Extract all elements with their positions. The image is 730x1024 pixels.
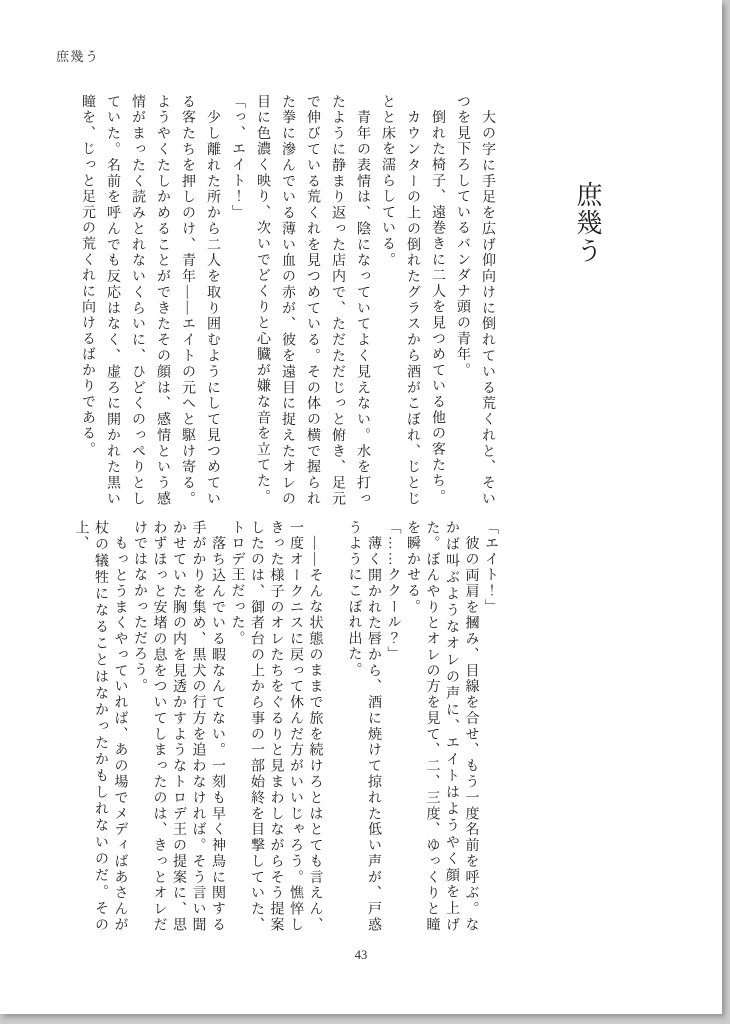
paragraph: 少し離れた所から二人を取り囲むようにして見つめている客たちを押しのけ、青年――エイトの元へと駆け寄る。ようやくたしかめることができたその顔は、感情という感情がまったく読みとれないくらいに、ひどくのっぺりとしていた。名前を呼んでも反応はなく、虚ろに開かれた黒い瞳を、じっと足元の荒くれに向けるばかりである。 (80, 94, 220, 507)
paragraph: 彼の両肩を摑み、目線を合せ、もう一度名前を呼ぶ。なかば叫ぶようなオレの声に、エイトはようやく顔を上げた。ぼんやりとオレの方を見て、二、三度、ゆっくりと瞳を瞬かせる。 (405, 520, 479, 933)
page-number: 43 (354, 948, 368, 962)
paragraph (325, 520, 345, 933)
text-block-upper (75, 94, 500, 507)
paragraph: 「……ククール？」 (385, 520, 401, 663)
paragraph: 青年の表情は、陰になっていてよく見えない。水を打ったように静まり返った店内で、ただただじっと俯き、足元で伸びている荒くれを見つめている。その体の横で握られた拳に滲んでいる薄い血の赤が、彼を遠目に捉えたオレの目に色濃く映り、次いでどくりと心臓が嫌な音を立てた。 (255, 94, 370, 507)
paragraph: 倒れた椅子、遠巻きに二人を見つめている他の客たち。 (430, 94, 445, 505)
paragraph: 薄く開かれた唇から、酒に焼けて掠れた低い声が、戸惑うようにこぼれ出た。 (346, 520, 381, 933)
paragraph: ――そんな状態のままで旅を続けろとはとても言えん、一度オークニスに戻って休んだ方がいいじゃろう。憔悴しきった様子のオレたちをぐるりと見まわしながらそう提案したのは、御者台の上から事の一部始終を目撃していた、トロデ王だった。 (229, 520, 323, 933)
paragraph: 「エイト！」 (483, 520, 498, 615)
text-block-lower (71, 520, 500, 933)
running-header: 庶幾う (56, 49, 100, 64)
paragraph: カウンターの上の倒れたグラスから酒がこぼれ、じとじとと床を濡らしている。 (380, 94, 420, 507)
paragraph: 落ち込んでいる暇なんてない。一刻も早く神鳥に関する手がかりを集め、黒犬の行方を追わなければ。そう言い聞かせていた胸の内を見透かすようなトロデ王の提案に、思わずほっと安堵の息をついてしまったのは、きっとオレだけではなかっただろう。 (132, 520, 225, 933)
paragraph: もっとうまくやっていれば、あの場でメディばあさんが杖の犠牲になることはなかったかもしれないのだ。その上、 (73, 520, 128, 933)
paragraph: 大の字に手足を広げ仰向けに倒れている荒くれと、そいつを見下ろしているバンダナ頭の青年。 (455, 94, 495, 507)
paragraph: 「っ、エイト！」 (230, 94, 245, 221)
page-title: 庶幾う (573, 181, 602, 265)
